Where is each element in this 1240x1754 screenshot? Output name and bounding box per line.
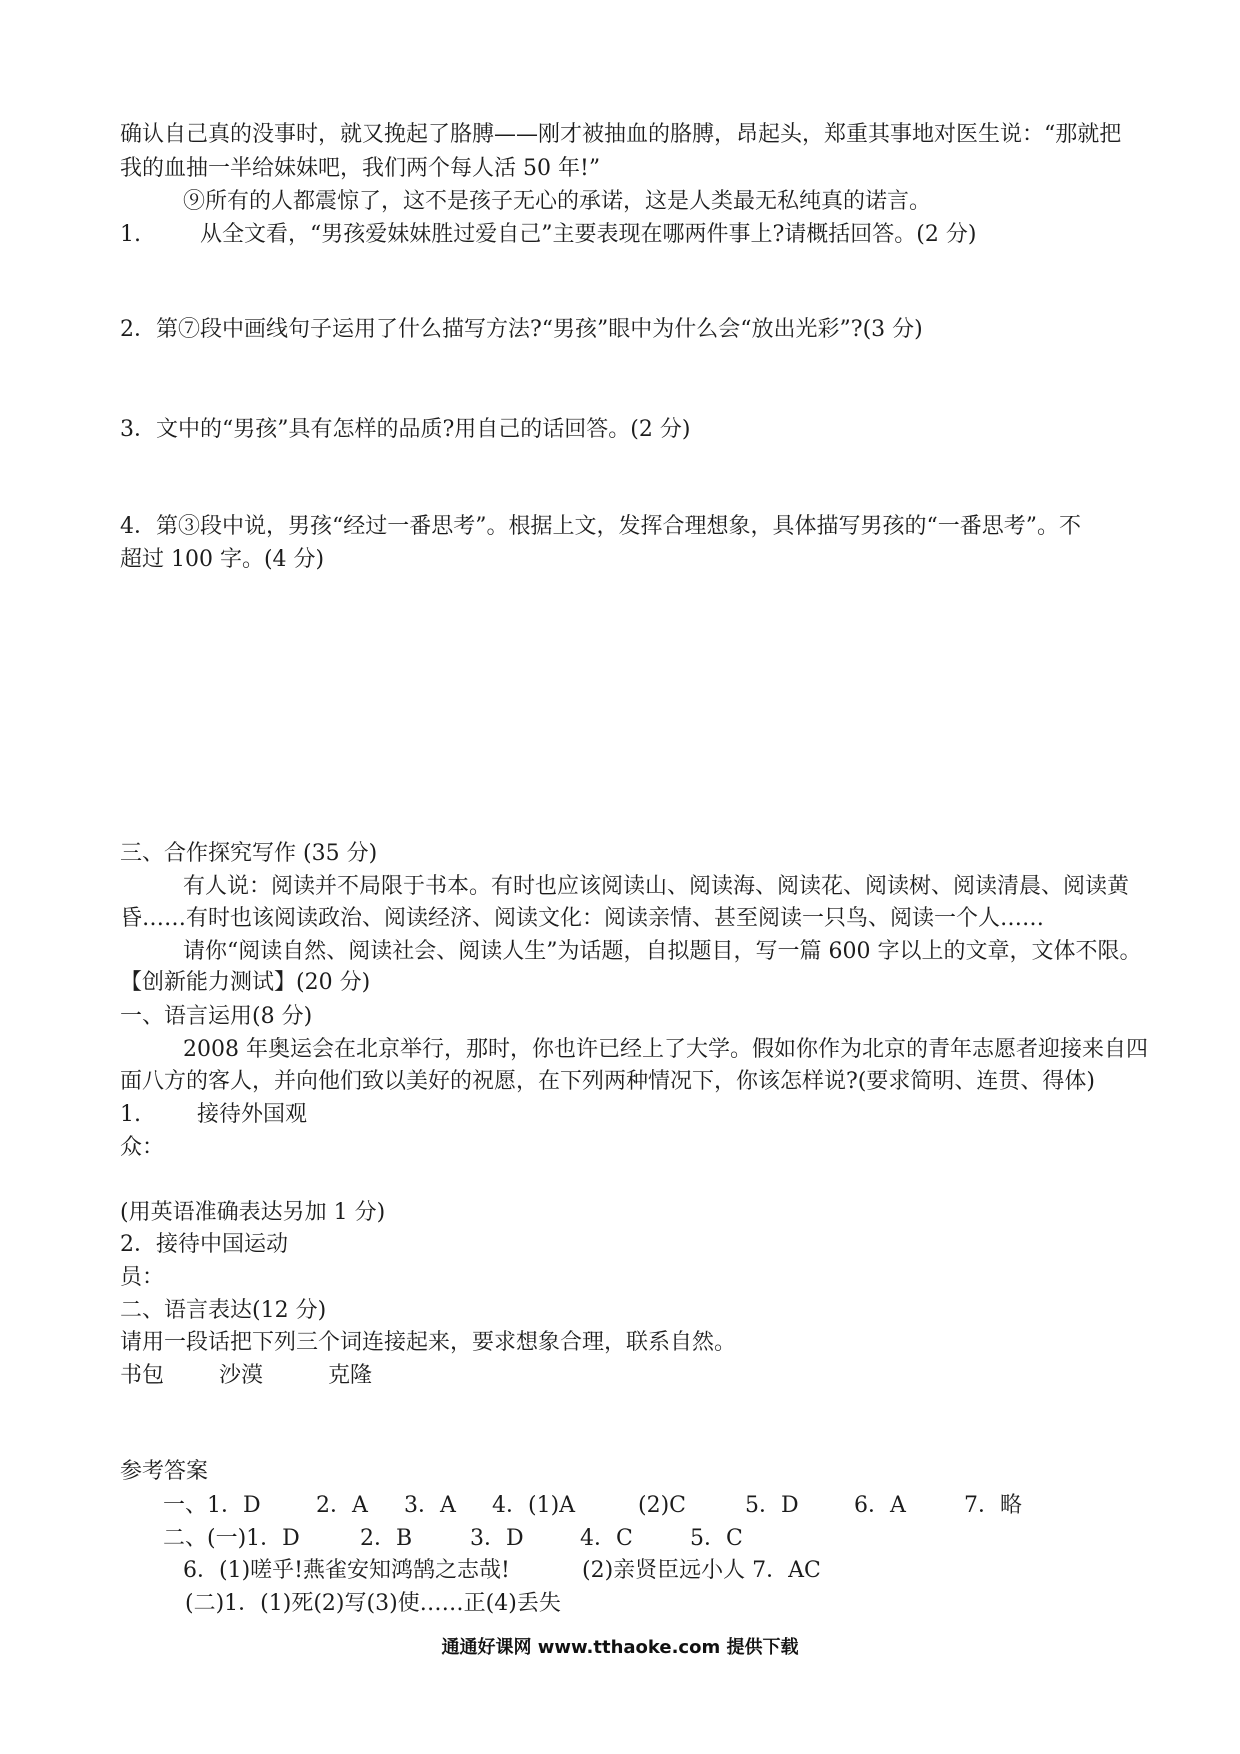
- question-1-text: 从全文看，“男孩爱妹妹胜过爱自己”主要表现在哪两件事上?请概括回答。(2 分): [200, 222, 977, 247]
- item-1-number: 1.: [120, 1102, 141, 1127]
- answer-item: 5．C: [690, 1526, 743, 1551]
- answer-item: 6．(1)嗟乎!燕雀安知鸿鹄之志哉!: [183, 1558, 510, 1583]
- language-prompt-line: 面八方的客人，并向他们致以美好的祝愿，在下列两种情况下，你该怎样说?(要求简明、连贯、得体): [120, 1069, 1095, 1094]
- language-prompt-line: 2008 年奥运会在北京举行，那时，你也许已经上了大学。假如你作为北京的青年志愿者迎接来自四: [183, 1037, 1148, 1062]
- answers-heading: 参考答案: [120, 1459, 209, 1484]
- question-1-number: 1.: [120, 222, 141, 247]
- subsection-heading: 一、语言运用(8 分): [120, 1004, 313, 1029]
- section-heading: 三、合作探究写作 (35 分): [120, 841, 378, 866]
- item-2-text: 2．接待中国运动: [120, 1232, 288, 1257]
- subsection-heading: 二、语言表达(12 分): [120, 1298, 327, 1323]
- answer-item: (2)C: [638, 1493, 686, 1518]
- answer-item: 4．(1)A: [492, 1493, 576, 1518]
- item-2-text-cont: 员：: [120, 1265, 165, 1290]
- answer-item: 2．A: [316, 1493, 368, 1518]
- bonus-note: (用英语准确表达另加 1 分): [120, 1200, 386, 1225]
- keyword: 沙漠: [219, 1363, 264, 1388]
- answer-item: 3．D: [470, 1526, 524, 1551]
- question-4-text: 超过 100 字。(4 分): [120, 547, 325, 572]
- writing-prompt-line: 有人说：阅读并不局限于书本。有时也应该阅读山、阅读海、阅读花、阅读树、阅读清晨、阅读黄: [183, 874, 1130, 899]
- writing-prompt-line: 昏……有时也该阅读政治、阅读经济、阅读文化：阅读亲情、甚至阅读一只鸟、阅读一个人……: [120, 906, 1045, 931]
- answer-item: 3．A: [404, 1493, 456, 1518]
- answer-item: 2．B: [360, 1526, 413, 1551]
- passage-line: ⑨所有的人都震惊了，这不是孩子无心的承诺，这是人类最无私纯真的诺言。: [183, 189, 932, 214]
- answer-item: 一、1．D: [163, 1493, 261, 1518]
- section-heading: 【创新能力测试】(20 分): [120, 970, 371, 995]
- answer-item: 二、(一)1．D: [163, 1526, 300, 1551]
- answer-item: 5．D: [745, 1493, 799, 1518]
- answer-item: 4．C: [580, 1526, 633, 1551]
- keyword: 书包: [120, 1363, 165, 1388]
- expression-prompt: 请用一段话把下列三个词连接起来，要求想象合理，联系自然。: [120, 1330, 737, 1355]
- answer-item: (二)1．(1)死(2)写(3)使……正(4)丢失: [185, 1591, 561, 1616]
- item-1-text-cont: 众：: [120, 1135, 165, 1160]
- answer-item: 6．A: [854, 1493, 906, 1518]
- item-1-text: 接待外国观: [197, 1102, 308, 1127]
- question-4-text: 4．第③段中说，男孩“经过一番思考”。根据上文，发挥合理想象，具体描写男孩的“一番思考”。不: [120, 514, 1081, 539]
- passage-line: 确认自己真的没事时，就又挽起了胳膊——刚才被抽血的胳膊，昂起头，郑重其事地对医生说：“那就把: [120, 122, 1122, 147]
- answer-item: 7．略: [964, 1493, 1022, 1518]
- writing-prompt-line: 请你“阅读自然、阅读社会、阅读人生”为话题，自拟题目，写一篇 600 字以上的文章，文体不限。: [183, 939, 1142, 964]
- answer-item: (2)亲贤臣远小人 7．AC: [582, 1558, 821, 1583]
- question-2-text: 2．第⑦段中画线句子运用了什么描写方法?“男孩”眼中为什么会“放出光彩”?(3 分): [120, 317, 923, 342]
- question-3-text: 3．文中的“男孩”具有怎样的品质?用自己的话回答。(2 分): [120, 417, 691, 442]
- keyword: 克隆: [328, 1363, 373, 1388]
- passage-line: 我的血抽一半给妹妹吧，我们两个每人活 50 年!”: [120, 156, 601, 181]
- page-footer: 通通好课网 www.tthaoke.com 提供下载: [441, 1637, 799, 1658]
